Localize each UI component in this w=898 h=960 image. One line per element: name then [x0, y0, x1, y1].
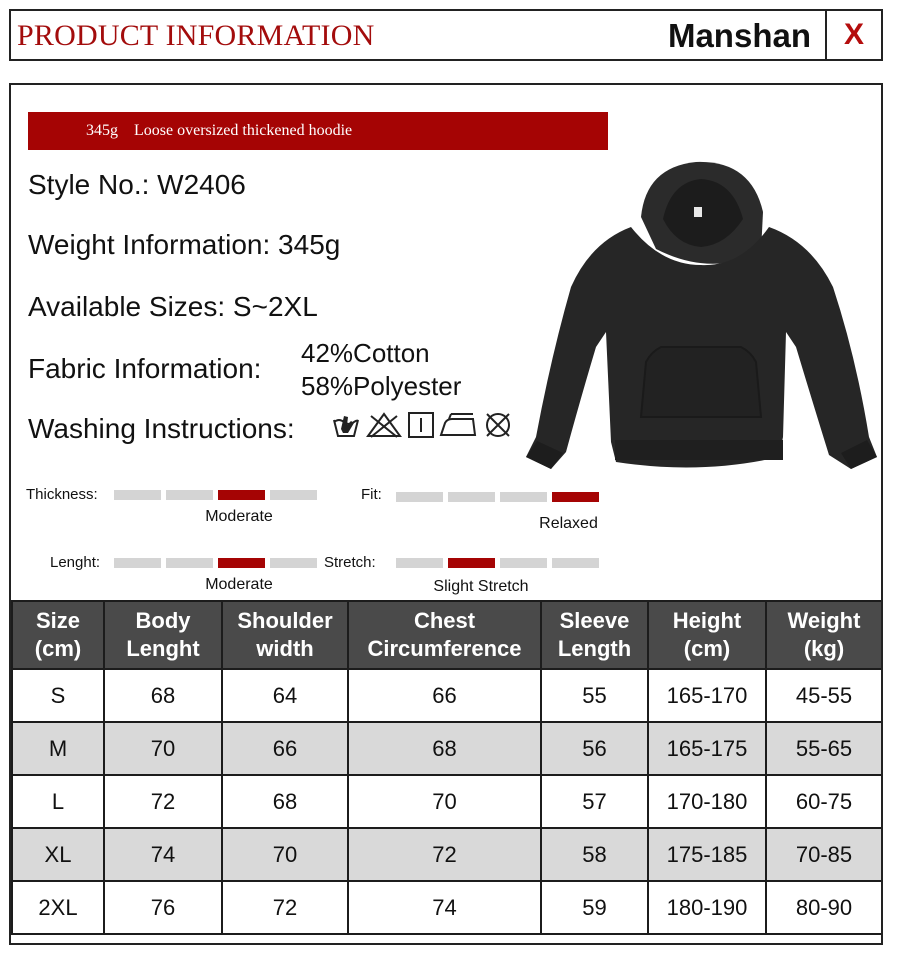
iron-icon [439, 411, 479, 439]
scale-segment [114, 558, 161, 568]
table-cell: 175-185 [648, 828, 766, 881]
style-number: Style No.: W2406 [28, 169, 246, 200]
table-row [12, 775, 882, 828]
column-header-line: Weight [787, 608, 861, 633]
table-cell: 180-190 [648, 881, 766, 934]
stretch-scale [396, 558, 599, 568]
table-cell: 70 [104, 722, 222, 775]
table-row [12, 722, 882, 775]
scale-segment [396, 492, 443, 502]
scale-segment [218, 558, 265, 568]
available-sizes: Available Sizes: S~2XL [28, 291, 318, 322]
table-cell: 58 [541, 828, 648, 881]
page-title: PRODUCT INFORMATION [17, 19, 375, 52]
length-label: Lenght: [50, 554, 101, 571]
scale-segment [218, 490, 265, 500]
table-cell: 70 [348, 775, 541, 828]
thickness-label: Thickness: [26, 486, 98, 503]
hand-wash-icon [331, 411, 361, 439]
column-header-line: Size [35, 608, 81, 633]
fabric-cotton: 42%Cotton [301, 338, 430, 368]
fit-scale [396, 492, 599, 502]
scale-segment [166, 558, 213, 568]
column-header-line: Shoulder [237, 608, 333, 633]
tumble-dry-icon [407, 411, 435, 439]
column-header [766, 601, 882, 669]
table-cell: 56 [541, 722, 648, 775]
scale-segment [552, 558, 599, 568]
table-header-row [12, 601, 882, 669]
column-header [104, 601, 222, 669]
close-button[interactable] [825, 11, 881, 59]
table-cell: 68 [104, 669, 222, 722]
table-cell: M [12, 722, 104, 775]
scale-segment [270, 558, 317, 568]
column-header-line: Body [135, 608, 191, 633]
column-header-line: (cm) [34, 636, 82, 661]
fabric-polyester: 58%Polyester [301, 371, 462, 401]
column-header-line: Length [557, 636, 632, 661]
scale-segment [448, 492, 495, 502]
table-cell: XL [12, 828, 104, 881]
column-header-line: Sleeve [559, 608, 630, 633]
table-cell: 66 [348, 669, 541, 722]
table-cell: 165-175 [648, 722, 766, 775]
table-cell: 70-85 [766, 828, 882, 881]
table-cell: L [12, 775, 104, 828]
hoodie-product-image [511, 157, 883, 497]
size-chart-table [11, 600, 883, 935]
washing-icons [331, 411, 513, 439]
scale-segment [270, 490, 317, 500]
header-bar [9, 9, 883, 61]
column-header-line: Circumference [367, 636, 522, 661]
table-row [12, 881, 882, 934]
scale-segment [114, 490, 161, 500]
column-header-line: (cm) [683, 636, 731, 661]
table-cell: 64 [222, 669, 348, 722]
table-cell: 66 [222, 722, 348, 775]
scale-segment [500, 492, 547, 502]
stretch-value: Slight Stretch [433, 578, 529, 595]
column-header-line: Lenght [126, 636, 200, 661]
table-cell: 76 [104, 881, 222, 934]
no-dry-clean-icon [483, 411, 513, 439]
fit-value: Relaxed [539, 515, 598, 532]
table-cell: 72 [104, 775, 222, 828]
column-header-line: width [256, 636, 314, 661]
stretch-label: Stretch: [324, 554, 376, 571]
fabric-composition [301, 337, 461, 403]
column-header-line: Height [672, 608, 742, 633]
no-bleach-icon [365, 411, 403, 439]
column-header [541, 601, 648, 669]
table-cell: S [12, 669, 104, 722]
thickness-scale [114, 490, 317, 500]
scale-segment [500, 558, 547, 568]
length-value: Moderate [205, 576, 273, 593]
table-cell: 45-55 [766, 669, 882, 722]
table-cell: 68 [222, 775, 348, 828]
weight-info: Weight Information: 345g [28, 229, 341, 260]
close-icon: X [843, 18, 864, 51]
scale-segment [166, 490, 213, 500]
brand-name: Manshan [667, 17, 811, 54]
table-row [12, 828, 882, 881]
scale-segment [552, 492, 599, 502]
column-header [12, 601, 104, 669]
table-cell: 80-90 [766, 881, 882, 934]
table-row [12, 669, 882, 722]
column-header-line: Chest [413, 608, 476, 633]
table-cell: 55-65 [766, 722, 882, 775]
fit-label: Fit: [361, 486, 382, 503]
column-header [648, 601, 766, 669]
product-panel [9, 83, 883, 945]
table-cell: 60-75 [766, 775, 882, 828]
table-cell: 170-180 [648, 775, 766, 828]
table-cell: 68 [348, 722, 541, 775]
table-cell: 72 [222, 881, 348, 934]
table-cell: 70 [222, 828, 348, 881]
column-header-line: (kg) [803, 636, 845, 661]
washing-label: Washing Instructions: [28, 413, 295, 444]
table-cell: 2XL [12, 881, 104, 934]
table-cell: 55 [541, 669, 648, 722]
thickness-value: Moderate [205, 508, 273, 525]
column-header [222, 601, 348, 669]
table-cell: 165-170 [648, 669, 766, 722]
table-cell: 59 [541, 881, 648, 934]
product-banner: 345g Loose oversized thickened hoodie [28, 112, 608, 150]
table-cell: 74 [104, 828, 222, 881]
table-cell: 74 [348, 881, 541, 934]
table-cell: 57 [541, 775, 648, 828]
fabric-label: Fabric Information: [28, 353, 262, 384]
table-cell: 72 [348, 828, 541, 881]
length-scale [114, 558, 317, 568]
scale-segment [396, 558, 443, 568]
scale-segment [448, 558, 495, 568]
column-header [348, 601, 541, 669]
